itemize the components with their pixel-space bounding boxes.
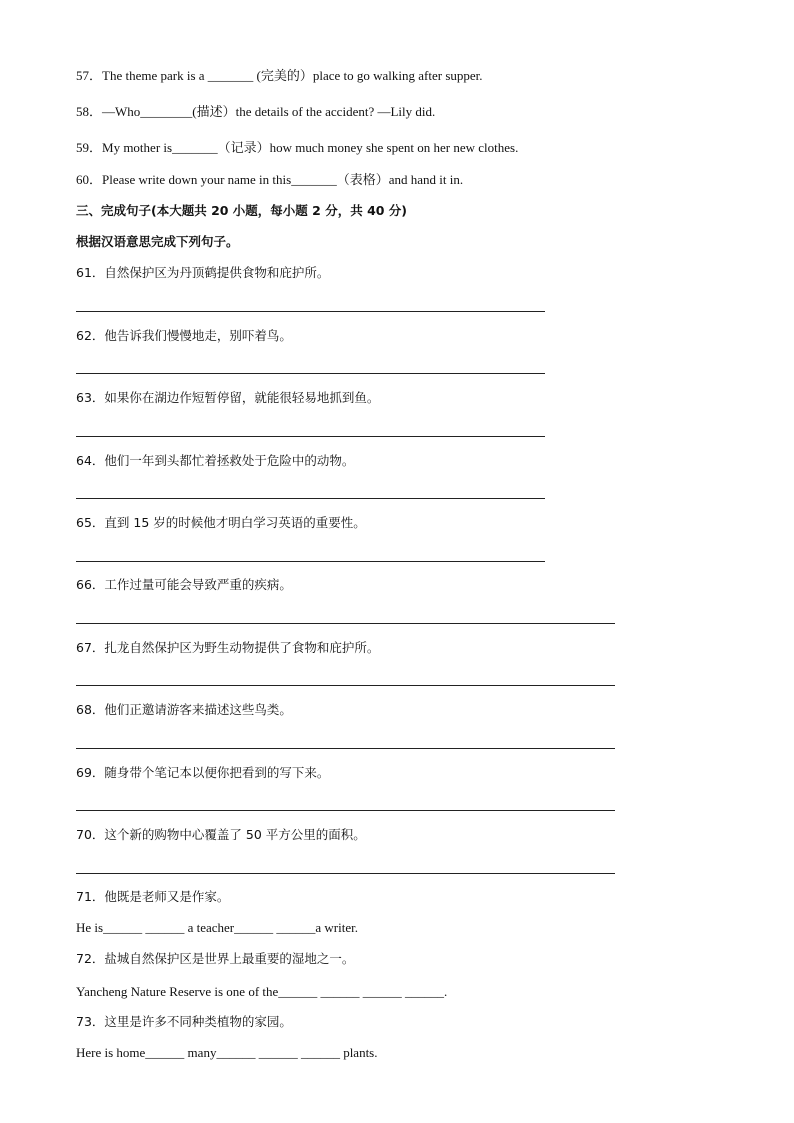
question-72-sentence[interactable]: Yancheng Nature Reserve is one of the______ ______ ______ ______.: [76, 984, 448, 999]
question-text: 直到 15 岁的时候他才明白学习英语的重要性。: [104, 515, 366, 530]
question-number: 66．: [76, 577, 105, 592]
question-number: 65．: [76, 515, 105, 530]
question-text: 自然保护区为丹顶鹤提供食物和庇护所。: [104, 265, 330, 280]
question-61: [76, 265, 329, 281]
answer-line-61[interactable]: [76, 311, 545, 312]
question-number: 69．: [76, 765, 105, 780]
question-number: 71．: [76, 889, 105, 904]
question-number: 70．: [76, 827, 105, 842]
answer-line-67[interactable]: [76, 685, 615, 686]
question-text: 这里是许多不同种类植物的家园。: [104, 1014, 292, 1029]
question-69: [76, 765, 329, 781]
question-number: 72．: [76, 951, 105, 966]
question-71: [76, 889, 229, 905]
section-instruction: 根据汉语意思完成下列句子。: [76, 234, 239, 249]
question-text: 他告诉我们慢慢地走，别吓着鸟。: [104, 328, 292, 343]
question-72: [76, 951, 354, 967]
answer-line-64[interactable]: [76, 498, 545, 499]
question-text: 工作过量可能会导致严重的疾病。: [104, 577, 292, 592]
question-73: [76, 1014, 292, 1030]
question-58: [76, 104, 435, 120]
question-text: 他们一年到头都忙着拯救处于危险中的动物。: [104, 453, 355, 468]
question-59: [76, 140, 518, 156]
question-number: 68．: [76, 702, 105, 717]
answer-line-69[interactable]: [76, 810, 615, 811]
question-text: 如果你在湖边作短暂停留，就能很轻易地抓到鱼。: [104, 390, 380, 405]
question-number: 58．: [76, 104, 103, 119]
question-65: [76, 515, 366, 531]
answer-line-70[interactable]: [76, 873, 615, 874]
question-number: 57．: [76, 68, 103, 83]
question-number: 67．: [76, 640, 105, 655]
question-62: [76, 328, 292, 344]
question-number: 62．: [76, 328, 105, 343]
question-71-sentence[interactable]: He is______ ______ a teacher______ ______a writer.: [76, 920, 358, 935]
question-number: 60．: [76, 172, 103, 187]
answer-line-62[interactable]: [76, 373, 545, 374]
question-number: 64．: [76, 453, 105, 468]
answer-line-65[interactable]: [76, 561, 545, 562]
question-70: [76, 827, 366, 843]
question-68: [76, 702, 292, 718]
question-text: 他们正邀请游客来描述这些鸟类。: [104, 702, 292, 717]
question-text: 盐城自然保护区是世界上最重要的湿地之一。: [104, 951, 355, 966]
question-67: [76, 640, 379, 656]
answer-line-63[interactable]: [76, 436, 545, 437]
question-text: 他既是老师又是作家。: [104, 889, 230, 904]
question-text: My mother is_______（记录）how much money she spent on her new clothes.: [102, 140, 519, 155]
question-text: Please write down your name in this_______（表格）and hand it in.: [102, 172, 464, 187]
question-text: 这个新的购物中心覆盖了 50 平方公里的面积。: [104, 827, 366, 842]
question-63: [76, 390, 379, 406]
question-66: [76, 577, 292, 593]
question-number: 61．: [76, 265, 105, 280]
question-number: 59．: [76, 140, 103, 155]
answer-line-66[interactable]: [76, 623, 615, 624]
question-57: [76, 68, 483, 84]
question-64: [76, 453, 354, 469]
answer-line-68[interactable]: [76, 748, 615, 749]
question-number: 63．: [76, 390, 105, 405]
section-title: 三、完成句子(本大题共 20 小题，每小题 2 分，共 40 分): [76, 203, 408, 218]
question-text: —Who________(描述）the details of the accident? —Lily did.: [102, 104, 436, 119]
question-text: The theme park is a _______ (完美的）place to go walking after supper.: [102, 68, 483, 83]
question-text: 扎龙自然保护区为野生动物提供了食物和庇护所。: [104, 640, 380, 655]
question-73-sentence[interactable]: Here is home______ many______ ______ ______ plants.: [76, 1045, 378, 1060]
question-number: 73．: [76, 1014, 105, 1029]
question-60: [76, 172, 463, 188]
question-text: 随身带个笔记本以便你把看到的写下来。: [104, 765, 330, 780]
